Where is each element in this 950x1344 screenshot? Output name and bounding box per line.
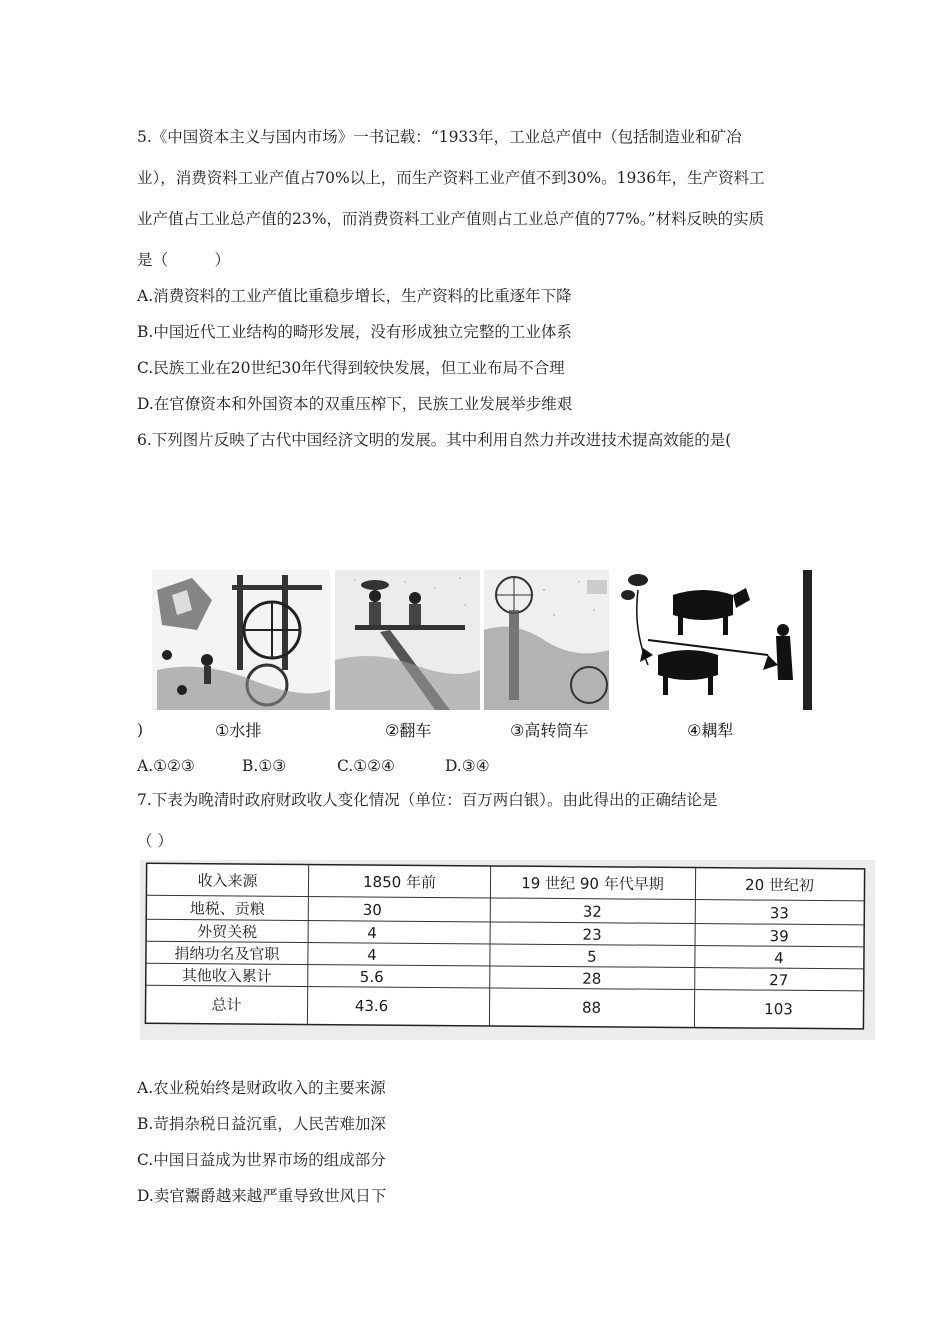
q7-option-a: A.农业税始终是财政收入的主要来源 [137, 1079, 386, 1097]
q6-stem: 6.下列图片反映了古代中国经济文明的发展。其中利用自然力并改进技术提高效能的是( [137, 431, 732, 449]
q7-option-d: D.卖官鬻爵越来越严重导致世风日下 [137, 1187, 387, 1205]
table-cell: 33 [769, 904, 789, 923]
caption-chain-pump: ②翻车 [385, 721, 432, 740]
noria-illustration [484, 570, 609, 710]
table-cell: 27 [769, 971, 789, 990]
q5-option-d: D.在官僚资本和外国资本的双重压榨下，民族工业发展举步维艰 [137, 395, 573, 413]
table-cell: 88 [581, 998, 602, 1017]
table-cell: 地税、贡粮 [189, 899, 265, 919]
q7-blank: （ ） [137, 832, 173, 850]
table-cell: 4 [367, 923, 377, 943]
table-cell: 外贸关税 [197, 922, 258, 942]
water-bellows-illustration [152, 570, 330, 710]
q6-option-c: C.①②④ [337, 757, 395, 775]
revenue-table-scan [140, 860, 875, 1040]
table-cell: 其他收入累计 [181, 966, 272, 986]
table-cell: 4 [367, 945, 377, 965]
q6-image-strip [152, 570, 812, 710]
table-cell: 103 [764, 1000, 793, 1019]
q5-stem-line-2: 业），消费资料工业产值占70%以上，而生产资料工业产值不到30%。1936年，生产资料工 [137, 169, 765, 187]
header-cell-1890s: 19 世纪 90 年代早期 [521, 874, 664, 894]
q7-stem: 7.下表为晚清时政府财政收人变化情况（单位：百万两白银）。由此得出的正确结论是 [137, 791, 718, 809]
table-cell: 23 [582, 925, 602, 944]
header-cell-source: 收入来源 [197, 871, 258, 891]
caption-water-bellows: ①水排 [215, 721, 262, 740]
q5-option-c: C.民族工业在20世纪30年代得到较快发展，但工业布局不合理 [137, 359, 565, 377]
header-cell-1850: 1850 年前 [362, 872, 437, 892]
q5-option-b: B.中国近代工业结构的畸形发展，没有形成独立完整的工业体系 [137, 323, 572, 341]
table-cell: 43.6 [354, 996, 389, 1016]
table-cell: 39 [769, 927, 789, 946]
chain-pump-illustration [335, 570, 480, 710]
q5-stem-line-3: 业产值占工业总产值的23%，而消费资料工业产值则占工业总产值的77%。”材料反映的实质 [137, 210, 765, 228]
caption-noria: ③高转筒车 [510, 721, 589, 740]
ox-plough-illustration [618, 570, 812, 710]
table-cell: 28 [582, 969, 602, 988]
table-cell: 32 [582, 902, 602, 921]
header-cell-1900s: 20 世纪初 [745, 875, 815, 895]
caption-ox-plough: ④耦犁 [687, 721, 734, 740]
q5-stem-line-4: 是（ ） [137, 251, 231, 269]
q5-stem-line-1: 5.《中国资本主义与国内市场》一书记载：“1933年，工业总产值中（包括制造业和矿冶 [137, 128, 742, 146]
table-cell: 30 [362, 900, 382, 920]
q7-option-b: B.苛捐杂税日益沉重，人民苦难加深 [137, 1115, 386, 1133]
table-cell: 5 [587, 947, 597, 966]
q6-option-d: D.③④ [445, 757, 490, 775]
table-cell: 总计 [211, 995, 242, 1014]
table-cell: 5.6 [359, 967, 384, 987]
q6-close-paren: ) [137, 721, 144, 739]
revenue-table [140, 860, 875, 1040]
q7-option-c: C.中国日益成为世界市场的组成部分 [137, 1151, 386, 1169]
q6-option-a: A.①②③ [137, 757, 195, 775]
table-cell: 捐纳功名及官职 [174, 944, 280, 964]
q5-option-a: A.消费资料的工业产值比重稳步增长，生产资料的比重逐年下降 [137, 287, 572, 305]
q6-option-b: B.①③ [242, 757, 287, 775]
table-cell: 4 [774, 949, 784, 968]
